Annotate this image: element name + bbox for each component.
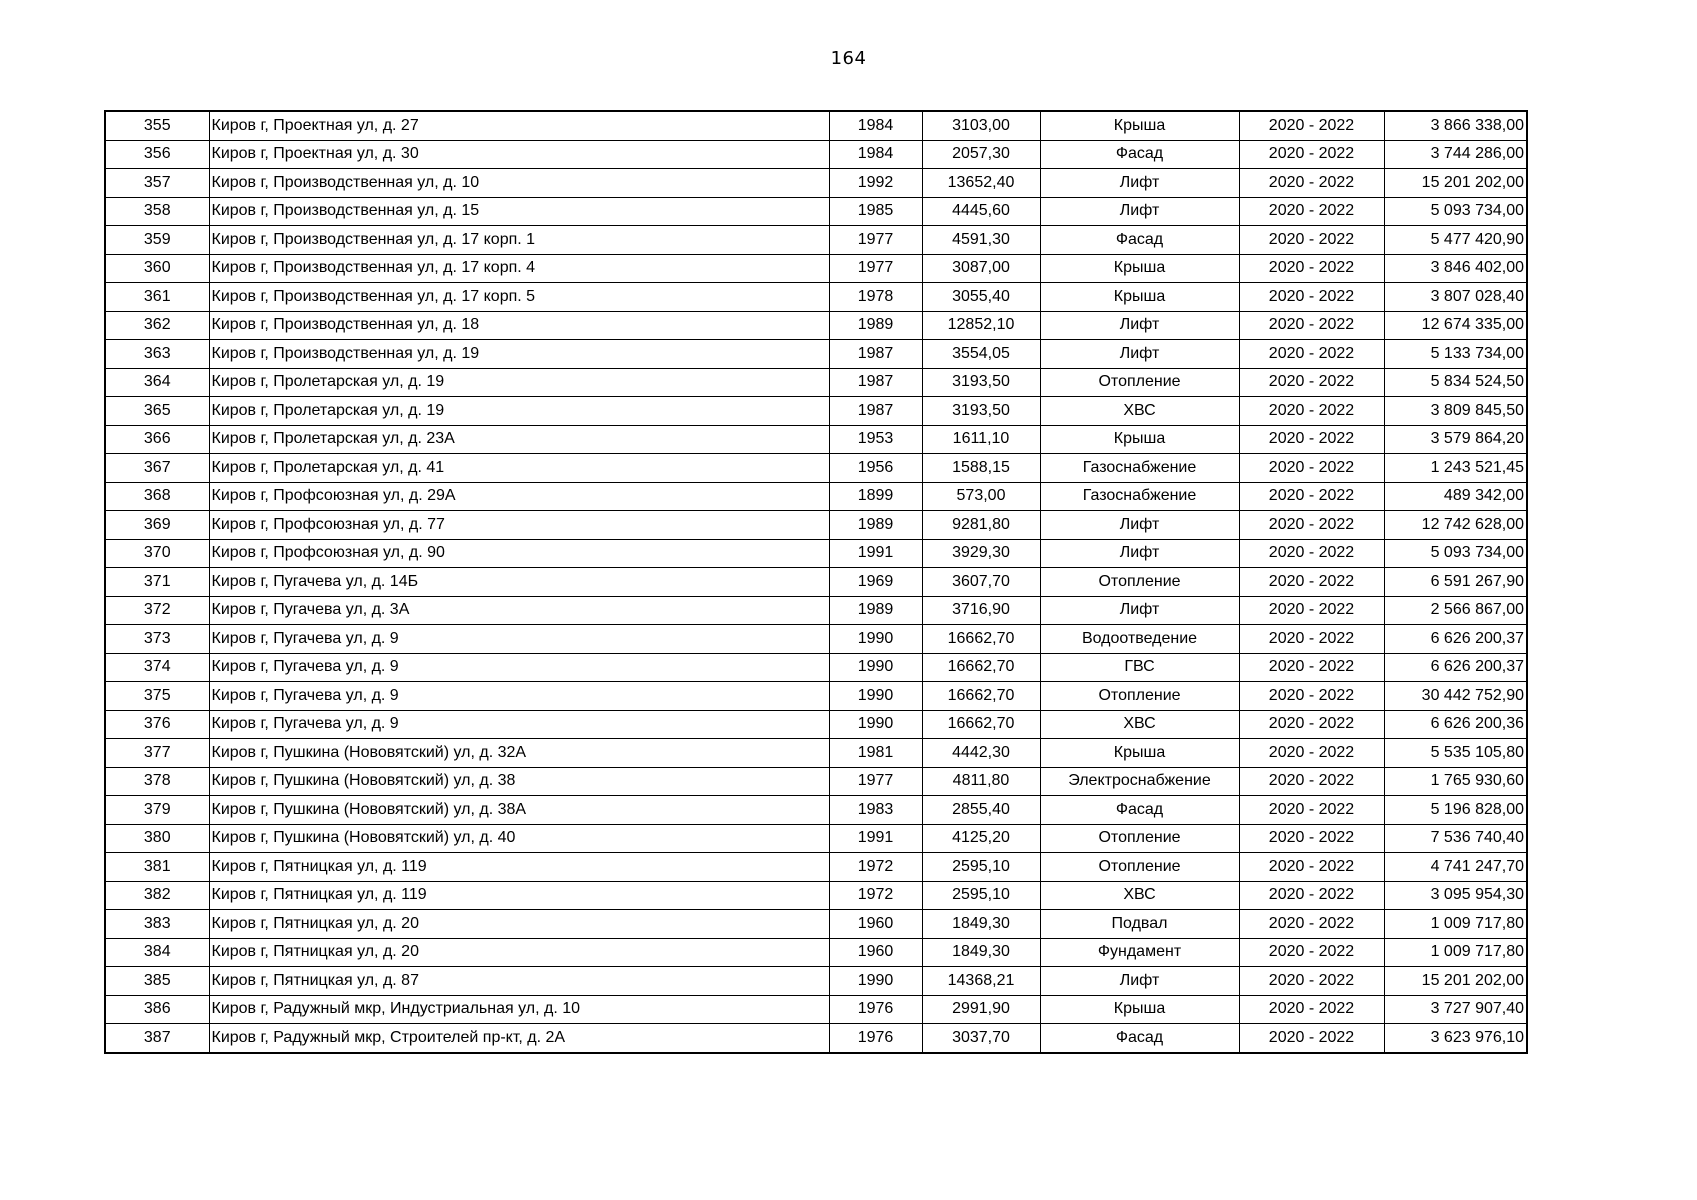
table-row <box>105 340 1527 369</box>
address-cell: Киров г, Пушкина (Нововятский) ул, д. 38А <box>209 796 829 825</box>
address-cell: Киров г, Проектная ул, д. 27 <box>209 111 829 140</box>
row-number-cell: 380 <box>105 824 209 853</box>
period-cell: 2020 - 2022 <box>1239 111 1384 140</box>
area-cell: 2595,10 <box>922 853 1040 882</box>
construction-year-cell: 1956 <box>829 454 922 483</box>
row-number-cell: 379 <box>105 796 209 825</box>
table-row <box>105 368 1527 397</box>
cost-cell: 489 342,00 <box>1384 482 1527 511</box>
row-number-cell: 374 <box>105 653 209 682</box>
period-cell: 2020 - 2022 <box>1239 967 1384 996</box>
area-cell: 3055,40 <box>922 283 1040 312</box>
period-cell: 2020 - 2022 <box>1239 226 1384 255</box>
construction-year-cell: 1977 <box>829 226 922 255</box>
area-cell: 3554,05 <box>922 340 1040 369</box>
work-type-cell: Крыша <box>1040 995 1239 1024</box>
cost-cell: 1 243 521,45 <box>1384 454 1527 483</box>
table-row <box>105 739 1527 768</box>
address-cell: Киров г, Производственная ул, д. 18 <box>209 311 829 340</box>
area-cell: 12852,10 <box>922 311 1040 340</box>
row-number-cell: 358 <box>105 197 209 226</box>
table-row <box>105 539 1527 568</box>
area-cell: 1849,30 <box>922 910 1040 939</box>
row-number-cell: 361 <box>105 283 209 312</box>
work-type-cell: ХВС <box>1040 397 1239 426</box>
period-cell: 2020 - 2022 <box>1239 283 1384 312</box>
row-number-cell: 360 <box>105 254 209 283</box>
construction-year-cell: 1989 <box>829 311 922 340</box>
address-cell: Киров г, Производственная ул, д. 10 <box>209 169 829 198</box>
address-cell: Киров г, Производственная ул, д. 17 корп. 1 <box>209 226 829 255</box>
work-type-cell: Фасад <box>1040 140 1239 169</box>
period-cell: 2020 - 2022 <box>1239 169 1384 198</box>
work-type-cell: Лифт <box>1040 596 1239 625</box>
area-cell: 16662,70 <box>922 682 1040 711</box>
row-number-cell: 383 <box>105 910 209 939</box>
construction-year-cell: 1977 <box>829 767 922 796</box>
table-row <box>105 169 1527 198</box>
construction-year-cell: 1987 <box>829 368 922 397</box>
cost-cell: 3 727 907,40 <box>1384 995 1527 1024</box>
address-cell: Киров г, Проектная ул, д. 30 <box>209 140 829 169</box>
table-row <box>105 425 1527 454</box>
cost-cell: 30 442 752,90 <box>1384 682 1527 711</box>
work-type-cell: Отопление <box>1040 368 1239 397</box>
area-cell: 3193,50 <box>922 397 1040 426</box>
construction-year-cell: 1989 <box>829 511 922 540</box>
work-type-cell: Лифт <box>1040 197 1239 226</box>
area-cell: 16662,70 <box>922 625 1040 654</box>
table-row <box>105 511 1527 540</box>
cost-cell: 15 201 202,00 <box>1384 967 1527 996</box>
construction-year-cell: 1981 <box>829 739 922 768</box>
area-cell: 2595,10 <box>922 881 1040 910</box>
period-cell: 2020 - 2022 <box>1239 824 1384 853</box>
address-cell: Киров г, Профсоюзная ул, д. 29А <box>209 482 829 511</box>
registry-table <box>104 110 1528 1054</box>
address-cell: Киров г, Пятницкая ул, д. 119 <box>209 881 829 910</box>
address-cell: Киров г, Пушкина (Нововятский) ул, д. 40 <box>209 824 829 853</box>
table-row <box>105 967 1527 996</box>
period-cell: 2020 - 2022 <box>1239 682 1384 711</box>
address-cell: Киров г, Пролетарская ул, д. 19 <box>209 368 829 397</box>
period-cell: 2020 - 2022 <box>1239 397 1384 426</box>
construction-year-cell: 1972 <box>829 881 922 910</box>
cost-cell: 5 535 105,80 <box>1384 739 1527 768</box>
table-row <box>105 625 1527 654</box>
table-row <box>105 482 1527 511</box>
period-cell: 2020 - 2022 <box>1239 368 1384 397</box>
row-number-cell: 363 <box>105 340 209 369</box>
work-type-cell: Крыша <box>1040 254 1239 283</box>
cost-cell: 12 674 335,00 <box>1384 311 1527 340</box>
cost-cell: 5 834 524,50 <box>1384 368 1527 397</box>
area-cell: 1588,15 <box>922 454 1040 483</box>
table-row <box>105 824 1527 853</box>
period-cell: 2020 - 2022 <box>1239 568 1384 597</box>
cost-cell: 6 626 200,37 <box>1384 625 1527 654</box>
period-cell: 2020 - 2022 <box>1239 739 1384 768</box>
work-type-cell: Лифт <box>1040 169 1239 198</box>
cost-cell: 5 093 734,00 <box>1384 539 1527 568</box>
work-type-cell: Крыша <box>1040 739 1239 768</box>
cost-cell: 3 846 402,00 <box>1384 254 1527 283</box>
row-number-cell: 371 <box>105 568 209 597</box>
table-row <box>105 938 1527 967</box>
row-number-cell: 369 <box>105 511 209 540</box>
construction-year-cell: 1978 <box>829 283 922 312</box>
construction-year-cell: 1990 <box>829 625 922 654</box>
period-cell: 2020 - 2022 <box>1239 254 1384 283</box>
table-row <box>105 682 1527 711</box>
address-cell: Киров г, Пятницкая ул, д. 20 <box>209 910 829 939</box>
row-number-cell: 386 <box>105 995 209 1024</box>
row-number-cell: 385 <box>105 967 209 996</box>
area-cell: 9281,80 <box>922 511 1040 540</box>
row-number-cell: 373 <box>105 625 209 654</box>
address-cell: Киров г, Пролетарская ул, д. 19 <box>209 397 829 426</box>
table-row <box>105 881 1527 910</box>
area-cell: 4591,30 <box>922 226 1040 255</box>
construction-year-cell: 1977 <box>829 254 922 283</box>
area-cell: 3087,00 <box>922 254 1040 283</box>
work-type-cell: ХВС <box>1040 710 1239 739</box>
construction-year-cell: 1976 <box>829 995 922 1024</box>
work-type-cell: Подвал <box>1040 910 1239 939</box>
table-row <box>105 226 1527 255</box>
area-cell: 3103,00 <box>922 111 1040 140</box>
row-number-cell: 362 <box>105 311 209 340</box>
work-type-cell: ХВС <box>1040 881 1239 910</box>
area-cell: 4125,20 <box>922 824 1040 853</box>
table-row <box>105 653 1527 682</box>
area-cell: 13652,40 <box>922 169 1040 198</box>
cost-cell: 5 196 828,00 <box>1384 796 1527 825</box>
construction-year-cell: 1985 <box>829 197 922 226</box>
address-cell: Киров г, Пугачева ул, д. 9 <box>209 653 829 682</box>
period-cell: 2020 - 2022 <box>1239 197 1384 226</box>
period-cell: 2020 - 2022 <box>1239 454 1384 483</box>
period-cell: 2020 - 2022 <box>1239 881 1384 910</box>
table-row <box>105 283 1527 312</box>
area-cell: 4811,80 <box>922 767 1040 796</box>
construction-year-cell: 1989 <box>829 596 922 625</box>
construction-year-cell: 1990 <box>829 710 922 739</box>
row-number-cell: 366 <box>105 425 209 454</box>
row-number-cell: 370 <box>105 539 209 568</box>
cost-cell: 6 626 200,36 <box>1384 710 1527 739</box>
cost-cell: 3 809 845,50 <box>1384 397 1527 426</box>
period-cell: 2020 - 2022 <box>1239 653 1384 682</box>
work-type-cell: Лифт <box>1040 511 1239 540</box>
table-row <box>105 596 1527 625</box>
cost-cell: 6 626 200,37 <box>1384 653 1527 682</box>
cost-cell: 3 095 954,30 <box>1384 881 1527 910</box>
construction-year-cell: 1960 <box>829 910 922 939</box>
construction-year-cell: 1972 <box>829 853 922 882</box>
table-row <box>105 311 1527 340</box>
area-cell: 2057,30 <box>922 140 1040 169</box>
period-cell: 2020 - 2022 <box>1239 853 1384 882</box>
area-cell: 3929,30 <box>922 539 1040 568</box>
work-type-cell: Водоотведение <box>1040 625 1239 654</box>
address-cell: Киров г, Пятницкая ул, д. 20 <box>209 938 829 967</box>
work-type-cell: Лифт <box>1040 967 1239 996</box>
period-cell: 2020 - 2022 <box>1239 311 1384 340</box>
area-cell: 1611,10 <box>922 425 1040 454</box>
address-cell: Киров г, Пятницкая ул, д. 119 <box>209 853 829 882</box>
address-cell: Киров г, Радужный мкр, Индустриальная ул, д. 10 <box>209 995 829 1024</box>
period-cell: 2020 - 2022 <box>1239 938 1384 967</box>
cost-cell: 3 579 864,20 <box>1384 425 1527 454</box>
table-row <box>105 140 1527 169</box>
area-cell: 1849,30 <box>922 938 1040 967</box>
table-row <box>105 796 1527 825</box>
area-cell: 4445,60 <box>922 197 1040 226</box>
cost-cell: 2 566 867,00 <box>1384 596 1527 625</box>
period-cell: 2020 - 2022 <box>1239 910 1384 939</box>
table-row <box>105 1024 1527 1053</box>
cost-cell: 5 477 420,90 <box>1384 226 1527 255</box>
cost-cell: 12 742 628,00 <box>1384 511 1527 540</box>
cost-cell: 1 009 717,80 <box>1384 938 1527 967</box>
cost-cell: 7 536 740,40 <box>1384 824 1527 853</box>
table-row <box>105 397 1527 426</box>
table-row <box>105 254 1527 283</box>
area-cell: 2991,90 <box>922 995 1040 1024</box>
row-number-cell: 367 <box>105 454 209 483</box>
table-row <box>105 995 1527 1024</box>
period-cell: 2020 - 2022 <box>1239 995 1384 1024</box>
address-cell: Киров г, Пугачева ул, д. 14Б <box>209 568 829 597</box>
work-type-cell: Газоснабжение <box>1040 482 1239 511</box>
address-cell: Киров г, Производственная ул, д. 17 корп. 5 <box>209 283 829 312</box>
work-type-cell: Отопление <box>1040 682 1239 711</box>
row-number-cell: 365 <box>105 397 209 426</box>
cost-cell: 3 744 286,00 <box>1384 140 1527 169</box>
period-cell: 2020 - 2022 <box>1239 425 1384 454</box>
row-number-cell: 387 <box>105 1024 209 1053</box>
construction-year-cell: 1990 <box>829 967 922 996</box>
row-number-cell: 355 <box>105 111 209 140</box>
cost-cell: 1 009 717,80 <box>1384 910 1527 939</box>
work-type-cell: Отопление <box>1040 824 1239 853</box>
row-number-cell: 364 <box>105 368 209 397</box>
row-number-cell: 376 <box>105 710 209 739</box>
cost-cell: 3 807 028,40 <box>1384 283 1527 312</box>
construction-year-cell: 1987 <box>829 340 922 369</box>
period-cell: 2020 - 2022 <box>1239 625 1384 654</box>
address-cell: Киров г, Производственная ул, д. 19 <box>209 340 829 369</box>
cost-cell: 6 591 267,90 <box>1384 568 1527 597</box>
table-row <box>105 568 1527 597</box>
cost-cell: 15 201 202,00 <box>1384 169 1527 198</box>
address-cell: Киров г, Производственная ул, д. 15 <box>209 197 829 226</box>
area-cell: 4442,30 <box>922 739 1040 768</box>
cost-cell: 3 866 338,00 <box>1384 111 1527 140</box>
period-cell: 2020 - 2022 <box>1239 767 1384 796</box>
cost-cell: 5 133 734,00 <box>1384 340 1527 369</box>
construction-year-cell: 1990 <box>829 653 922 682</box>
address-cell: Киров г, Профсоюзная ул, д. 90 <box>209 539 829 568</box>
area-cell: 573,00 <box>922 482 1040 511</box>
construction-year-cell: 1899 <box>829 482 922 511</box>
construction-year-cell: 1984 <box>829 111 922 140</box>
row-number-cell: 368 <box>105 482 209 511</box>
area-cell: 3037,70 <box>922 1024 1040 1053</box>
period-cell: 2020 - 2022 <box>1239 1024 1384 1053</box>
work-type-cell: Отопление <box>1040 568 1239 597</box>
work-type-cell: Электроснабжение <box>1040 767 1239 796</box>
row-number-cell: 375 <box>105 682 209 711</box>
table-row <box>105 111 1527 140</box>
work-type-cell: Крыша <box>1040 111 1239 140</box>
work-type-cell: Газоснабжение <box>1040 454 1239 483</box>
table-row <box>105 454 1527 483</box>
table-row <box>105 197 1527 226</box>
period-cell: 2020 - 2022 <box>1239 539 1384 568</box>
area-cell: 2855,40 <box>922 796 1040 825</box>
construction-year-cell: 1991 <box>829 824 922 853</box>
address-cell: Киров г, Пугачева ул, д. 9 <box>209 625 829 654</box>
area-cell: 3716,90 <box>922 596 1040 625</box>
work-type-cell: Крыша <box>1040 425 1239 454</box>
work-type-cell: Фасад <box>1040 226 1239 255</box>
table-row <box>105 853 1527 882</box>
period-cell: 2020 - 2022 <box>1239 710 1384 739</box>
address-cell: Киров г, Производственная ул, д. 17 корп. 4 <box>209 254 829 283</box>
table-row <box>105 710 1527 739</box>
period-cell: 2020 - 2022 <box>1239 596 1384 625</box>
work-type-cell: Лифт <box>1040 311 1239 340</box>
address-cell: Киров г, Пугачева ул, д. 9 <box>209 682 829 711</box>
work-type-cell: Лифт <box>1040 539 1239 568</box>
address-cell: Киров г, Пушкина (Нововятский) ул, д. 32А <box>209 739 829 768</box>
row-number-cell: 382 <box>105 881 209 910</box>
row-number-cell: 357 <box>105 169 209 198</box>
address-cell: Киров г, Пятницкая ул, д. 87 <box>209 967 829 996</box>
row-number-cell: 378 <box>105 767 209 796</box>
address-cell: Киров г, Пугачева ул, д. 9 <box>209 710 829 739</box>
row-number-cell: 381 <box>105 853 209 882</box>
construction-year-cell: 1990 <box>829 682 922 711</box>
period-cell: 2020 - 2022 <box>1239 340 1384 369</box>
construction-year-cell: 1987 <box>829 397 922 426</box>
construction-year-cell: 1992 <box>829 169 922 198</box>
work-type-cell: Отопление <box>1040 853 1239 882</box>
address-cell: Киров г, Пугачева ул, д. 3А <box>209 596 829 625</box>
row-number-cell: 377 <box>105 739 209 768</box>
table-row <box>105 910 1527 939</box>
table-row <box>105 767 1527 796</box>
row-number-cell: 384 <box>105 938 209 967</box>
construction-year-cell: 1960 <box>829 938 922 967</box>
period-cell: 2020 - 2022 <box>1239 140 1384 169</box>
address-cell: Киров г, Пролетарская ул, д. 41 <box>209 454 829 483</box>
row-number-cell: 372 <box>105 596 209 625</box>
area-cell: 16662,70 <box>922 653 1040 682</box>
address-cell: Киров г, Радужный мкр, Строителей пр-кт, д. 2А <box>209 1024 829 1053</box>
work-type-cell: Фундамент <box>1040 938 1239 967</box>
construction-year-cell: 1991 <box>829 539 922 568</box>
construction-year-cell: 1969 <box>829 568 922 597</box>
address-cell: Киров г, Пролетарская ул, д. 23А <box>209 425 829 454</box>
address-cell: Киров г, Профсоюзная ул, д. 77 <box>209 511 829 540</box>
work-type-cell: Лифт <box>1040 340 1239 369</box>
period-cell: 2020 - 2022 <box>1239 796 1384 825</box>
page-number: 164 <box>830 48 867 69</box>
row-number-cell: 356 <box>105 140 209 169</box>
area-cell: 16662,70 <box>922 710 1040 739</box>
construction-year-cell: 1984 <box>829 140 922 169</box>
area-cell: 3607,70 <box>922 568 1040 597</box>
period-cell: 2020 - 2022 <box>1239 482 1384 511</box>
area-cell: 14368,21 <box>922 967 1040 996</box>
address-cell: Киров г, Пушкина (Нововятский) ул, д. 38 <box>209 767 829 796</box>
registry-table-body <box>105 111 1527 1053</box>
construction-year-cell: 1953 <box>829 425 922 454</box>
work-type-cell: Фасад <box>1040 1024 1239 1053</box>
period-cell: 2020 - 2022 <box>1239 511 1384 540</box>
row-number-cell: 359 <box>105 226 209 255</box>
cost-cell: 5 093 734,00 <box>1384 197 1527 226</box>
cost-cell: 3 623 976,10 <box>1384 1024 1527 1053</box>
construction-year-cell: 1976 <box>829 1024 922 1053</box>
work-type-cell: Крыша <box>1040 283 1239 312</box>
area-cell: 3193,50 <box>922 368 1040 397</box>
construction-year-cell: 1983 <box>829 796 922 825</box>
cost-cell: 4 741 247,70 <box>1384 853 1527 882</box>
work-type-cell: ГВС <box>1040 653 1239 682</box>
cost-cell: 1 765 930,60 <box>1384 767 1527 796</box>
work-type-cell: Фасад <box>1040 796 1239 825</box>
